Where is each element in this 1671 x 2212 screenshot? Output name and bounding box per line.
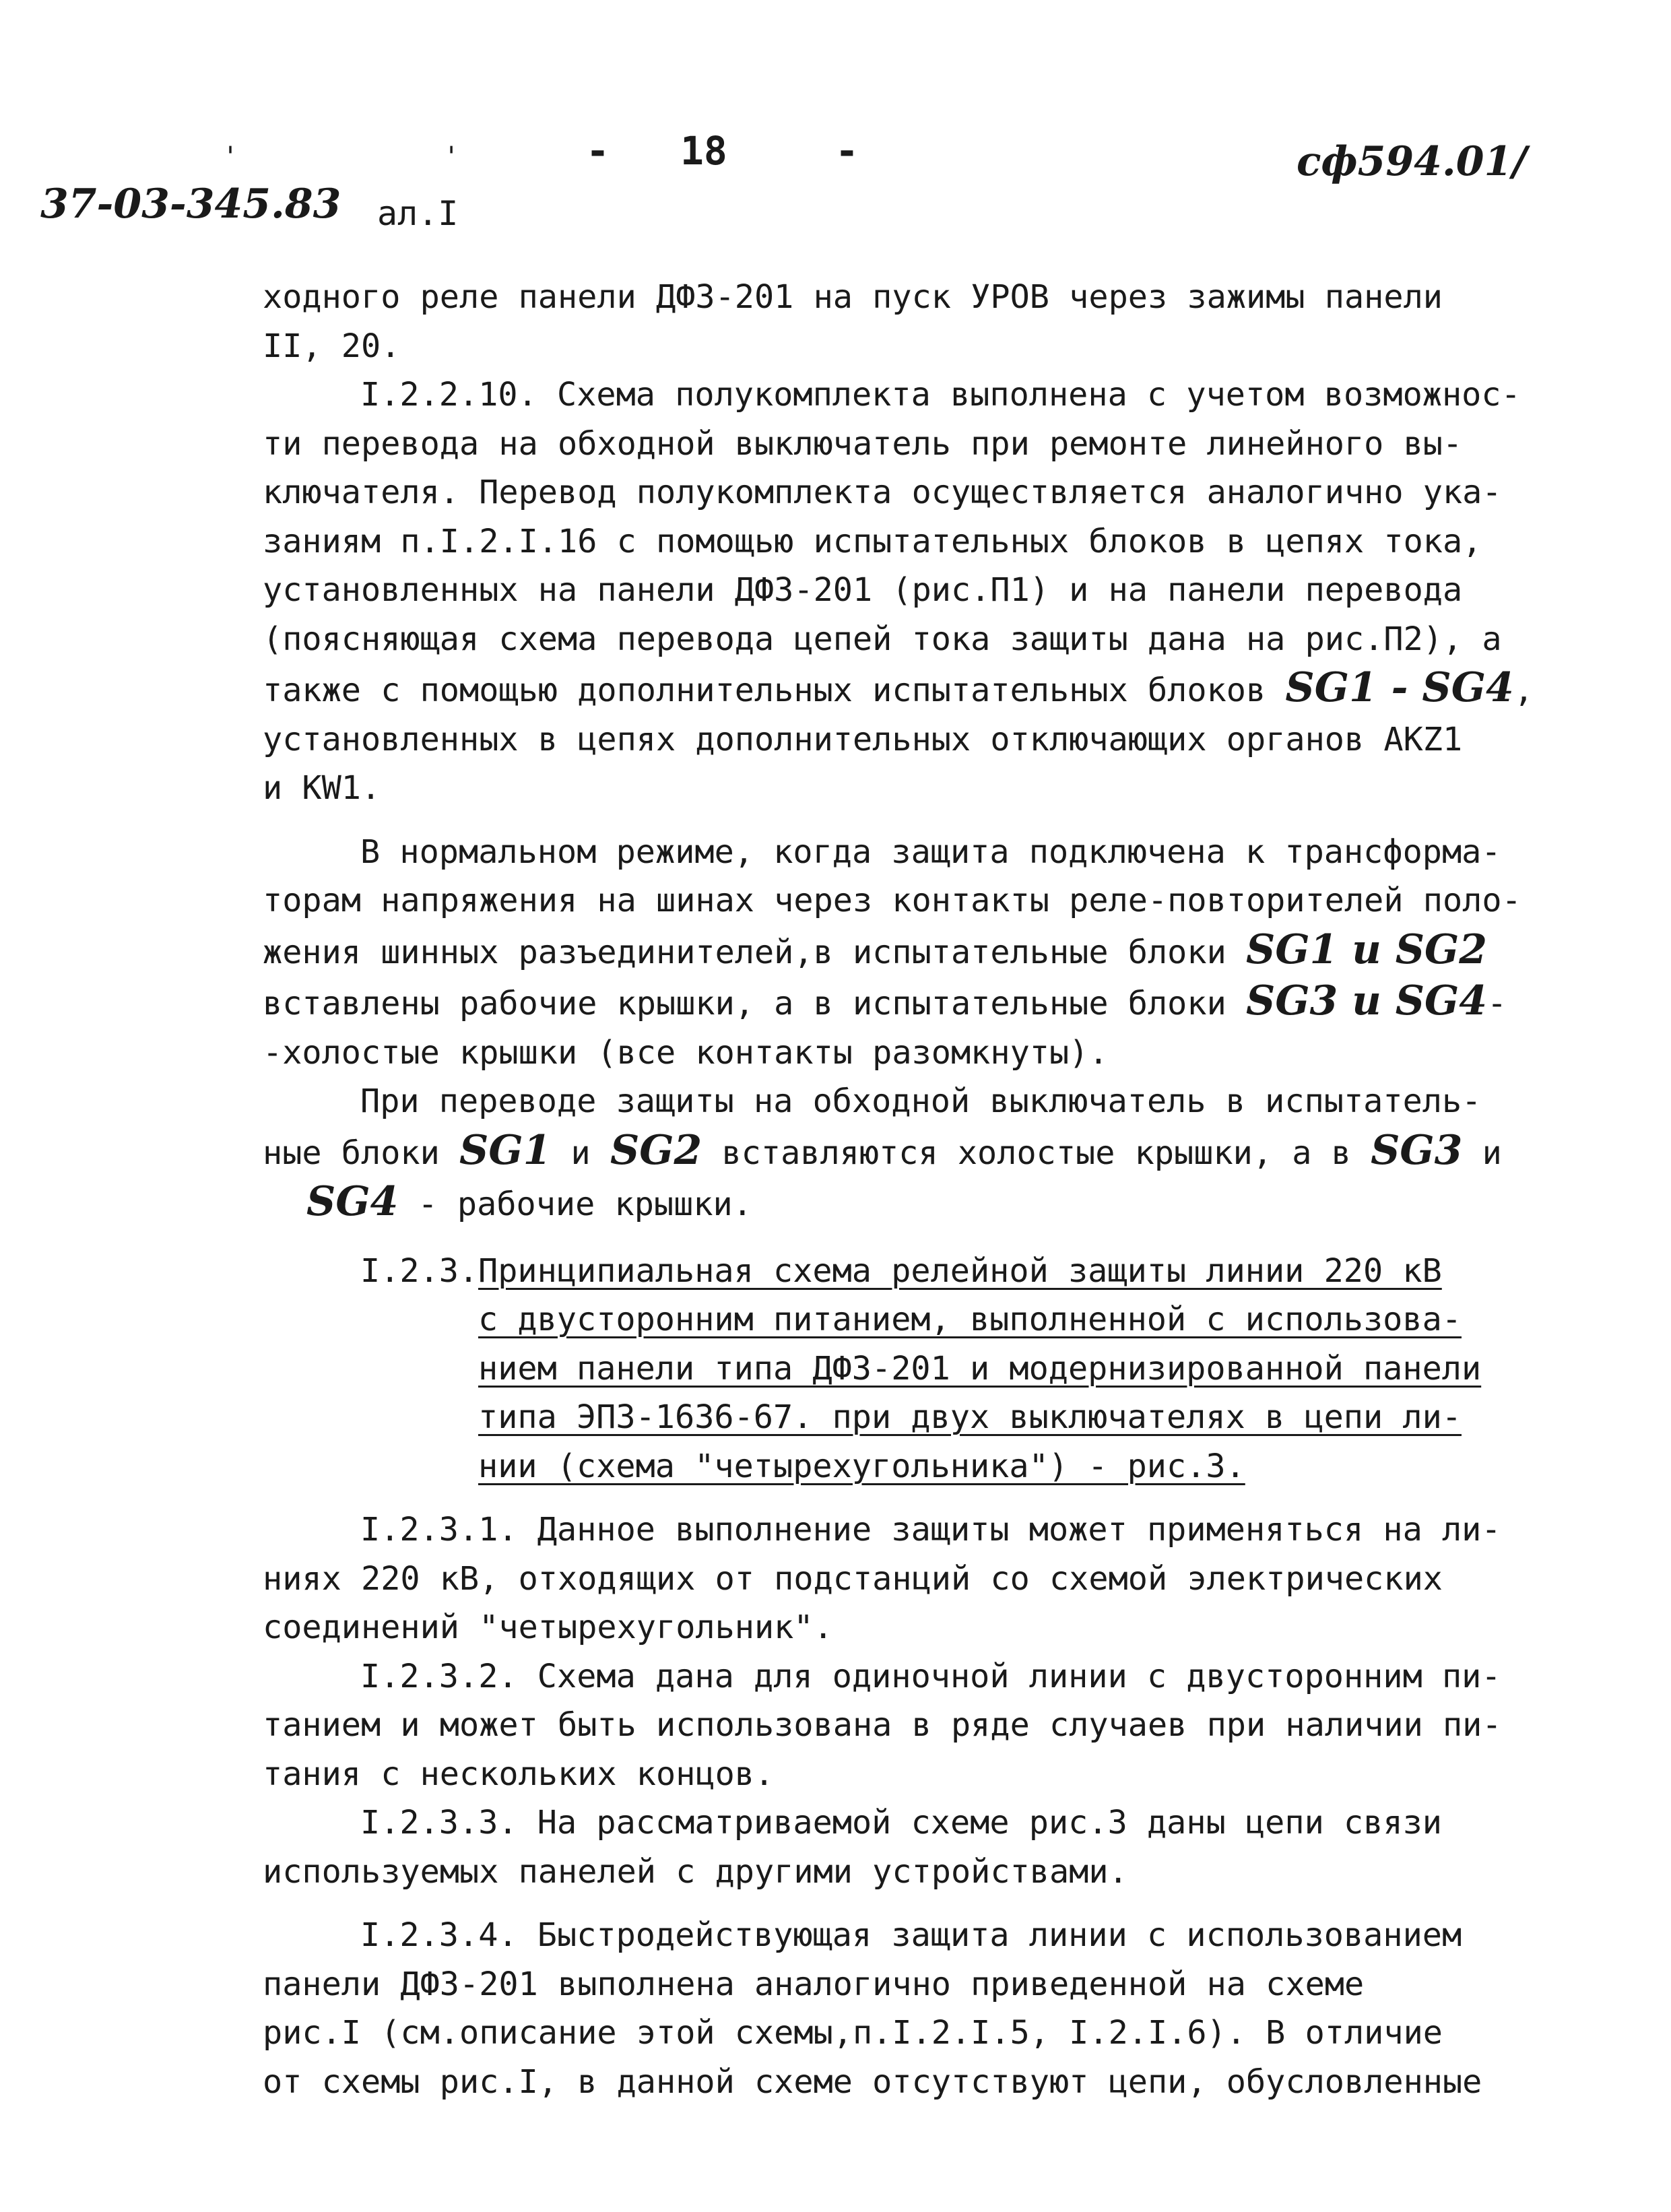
document-number: 37-03-345.83 [40,181,341,228]
paragraph-1-line: ти перевода на обходной выключатель при ремонте линейного вы- [263,424,1463,463]
paragraph-7-line: I.2.3.4. Быстродействующая защита линии с использованием [360,1916,1462,1954]
paragraph-1-line: I.2.2.10. Схема полукомплекта выполнена с учетом возможнос- [360,376,1521,414]
paragraph-1-line: ключателя. Перевод полукомплекта осуществляется аналогично ука- [263,474,1502,511]
handwritten-label: SG2 [1395,925,1488,973]
section-heading [263,1247,1529,1491]
text-run: также с помощью дополнительных испытательных блоков [263,672,1286,709]
handwritten-label: SG1 - SG4 [1285,664,1514,711]
paragraph-1-line: и KW1. [263,769,381,807]
paragraph-4-line: I.2.3.1. Данное выполнение защиты может применяться на ли- [360,1511,1501,1549]
page-number: 18 [680,128,727,174]
section-title-line: с двусторонним питанием, выполненной с использова- [478,1301,1462,1338]
text-run: , [1513,672,1534,709]
paragraph-3-line: При переводе защиты на обходной выключатель в испытатель- [360,1082,1482,1120]
page-number-dash-left: - [586,128,610,174]
text-run: и [1462,1134,1502,1172]
handwritten-label: и [1338,977,1396,1024]
paragraph-3-line [263,1177,1529,1229]
handwritten-label: SG2 [610,1126,702,1174]
handwritten-label: и [1338,925,1396,973]
handwritten-label: SG4 [1395,977,1488,1024]
paragraph-1-line: (поясняющая схема перевода цепей тока защиты дана на рис.П2), а [263,620,1502,658]
paragraph-4-line: ниях 220 кВ, отходящих от подстанций со схемой электрических [263,1559,1443,1598]
section-title [478,1247,1529,1491]
paragraph-6-line: используемых панелей с другими устройствами. [263,1852,1128,1891]
handwritten-label: SG1 [1245,925,1338,973]
paragraph-1-line: установленных на панели ДФЗ-201 (рис.П1) и на панели перевода [263,571,1463,609]
text-run: ные блоки [263,1134,459,1172]
paragraph-1-line: установленных в цепях дополнительных отключающих органов AKZ1 [263,720,1463,758]
text-line: II, 20. [263,327,401,365]
text-line: ходного реле панели ДФЗ-201 на пуск УРОВ через зажимы панели [263,278,1443,316]
paragraph-6-line: I.2.3.3. На рассматриваемой схеме рис.3 даны цепи связи [360,1804,1442,1842]
handwritten-label: SG3 [1371,1126,1463,1174]
document-body [263,273,1534,2106]
section-title-line: типа ЭПЗ-1636-67. при двух выключателях в цепи ли- [478,1398,1462,1436]
text-run: - рабочие крышки. [398,1185,752,1223]
paragraph-2-line: торам напряжения на шинах через контакты реле-повторителей поло- [263,882,1521,919]
archive-code: сф594.01/ [1297,138,1528,185]
handwritten-label: SG4 [306,1178,399,1225]
text-run: - [1487,985,1507,1022]
paragraph-4-line: соединений "четырехугольник". [263,1608,833,1646]
text-run: и [551,1134,610,1172]
section-number: I.2.3. [360,1251,479,1290]
paragraph-2-line: -холостые крышки (все контакты разомкнуты). [263,1033,1109,1072]
text-run: вставляются холостые крышки, а в [702,1134,1371,1172]
paragraph-1-line [263,663,1534,715]
paragraph-7-line: от схемы рис.I, в данной схеме отсутствуют цепи, обусловленные [263,2062,1482,2101]
paragraph-3-line [263,1126,1529,1178]
paragraph-7-line: панели ДФЗ-201 выполнена аналогично приведенной на схеме [263,1965,1365,2003]
margin-marks: ' ' [222,141,554,172]
paragraph-2-line [263,925,1529,977]
paragraph-2-line [263,977,1529,1029]
page-number-dash-right: - [835,128,859,174]
handwritten-label: SG3 [1245,977,1338,1024]
text-run: жения шинных разъединителей,в испытательные блоки [263,933,1246,971]
sheet-label: ал.I [377,194,459,233]
handwritten-label: SG1 [459,1126,552,1174]
section-title-line: нием панели типа ДФЗ-201 и модернизированной панели [478,1349,1482,1388]
section-title-line: Принципиальная схема релейной защиты линии 220 кВ [478,1251,1442,1290]
paragraph-7-line: рис.I (см.описание этой схемы,п.I.2.I.5, I.2.I.6). В отличие [263,2014,1443,2052]
paragraph-2-line: В нормальном режиме, когда защита подключена к трансформа- [360,833,1501,871]
paragraph-5-line: танием и может быть использована в ряде случаев при наличии пи- [263,1706,1502,1744]
paragraph-5-line: тания с нескольких концов. [263,1755,775,1793]
paragraph-5-line: I.2.3.2. Схема дана для одиночной линии с двусторонним пи- [360,1657,1501,1695]
paragraph-1-line: заниям п.I.2.I.16 с помощью испытательных блоков в цепях тока, [263,522,1482,560]
text-run: вставлены рабочие крышки, а в испытательные блоки [263,985,1246,1022]
section-title-line: нии (схема "четырехугольника") - рис.3. [478,1447,1245,1485]
